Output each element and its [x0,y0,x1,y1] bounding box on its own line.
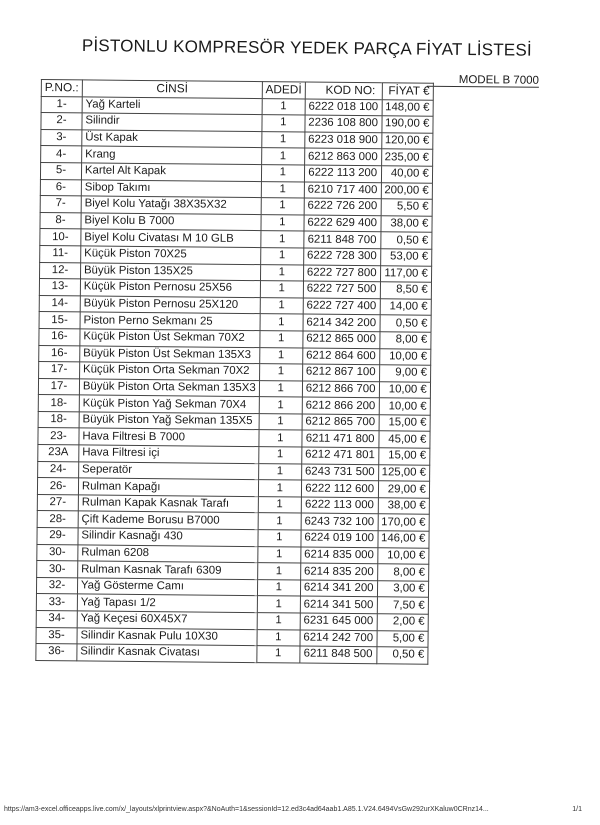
cell-qty: 1 [259,364,302,381]
header-qty: ADEDİ [262,82,305,99]
cell-pno: 5- [40,162,81,179]
cell-code: 6212 865 000 [303,331,380,348]
cell-qty: 1 [260,331,303,348]
cell-pno: 18- [38,395,79,412]
cell-code: 6212 471 801 [302,447,379,464]
cell-name: Büyük Piston Orta Sekman 135X3 [79,379,259,397]
cell-pno: 32- [36,577,77,594]
header-pno: P.NO.: [41,80,82,97]
cell-code: 6214 242 700 [300,630,377,647]
cell-pno: 1- [41,96,82,113]
cell-qty: 1 [257,579,300,596]
cell-qty: 1 [259,380,302,397]
cell-price: 38,00 € [380,216,432,233]
cell-name: Silindir Kasnak Civatası [77,644,257,662]
cell-code: 6222 113 000 [301,497,378,514]
cell-pno: 14- [39,295,80,312]
cell-qty: 1 [258,496,301,513]
cell-qty: 1 [258,546,301,563]
cell-code: 6212 865 700 [302,414,379,431]
cell-qty: 1 [261,181,304,198]
cell-price: 235,00 € [381,149,433,166]
cell-name: Rulman 6208 [78,545,258,563]
cell-pno: 12- [40,262,81,279]
cell-price: 2,00 € [377,614,429,631]
cell-price: 190,00 € [381,116,433,133]
cell-code: 6212 866 200 [302,397,379,414]
cell-price: 5,00 € [376,630,428,647]
cell-qty: 1 [261,214,304,231]
cell-name: Rulman Kapak Kasnak Tarafı [78,495,258,513]
cell-qty: 1 [262,98,305,115]
cell-code: 6212 864 600 [303,348,380,365]
cell-pno: 27- [37,494,78,511]
table-row [36,644,428,664]
cell-code: 6211 848 700 [304,231,381,248]
cell-price: 0,50 € [380,315,432,332]
cell-price: 10,00 € [379,348,431,365]
cell-price: 14,00 € [380,298,432,315]
cell-price: 45,00 € [378,431,430,448]
cell-pno: 34- [36,610,77,627]
cell-pno: 11- [40,245,81,262]
cell-pno: 7- [40,196,81,213]
header-price: FİYAT € [382,83,434,100]
cell-qty: 1 [260,314,303,331]
cell-code: 6211 471 800 [302,430,379,447]
cell-name: Hava Filtresi B 7000 [79,428,259,446]
cell-price: 0,50 € [380,232,432,249]
cell-name: Kartel Alt Kapak [81,163,261,181]
cell-code: 2236 108 800 [305,115,382,132]
cell-name: Küçük Piston Pernosu 25X56 [80,279,260,297]
cell-pno: 13- [39,279,80,296]
cell-name: Rulman Kasnak Tarafı 6309 [78,561,258,579]
cell-price: 3,00 € [377,581,429,598]
cell-pno: 36- [36,644,77,661]
header-code: KOD NO: [305,82,382,99]
cell-code: 6223 018 900 [305,132,382,149]
cell-price: 170,00 € [378,514,430,531]
cell-name: Büyük Piston Pernosu 25X120 [80,296,260,314]
cell-pno: 23- [38,428,79,445]
cell-qty: 1 [260,281,303,298]
cell-qty: 1 [259,413,302,430]
cell-pno: 17- [39,362,80,379]
cell-pno: 6- [40,179,81,196]
cell-code: 6224 019 100 [301,530,378,547]
cell-price: 10,00 € [379,381,431,398]
cell-name: Küçük Piston Üst Sekman 70X2 [80,329,260,347]
cell-code: 6214 341 200 [300,580,377,597]
cell-name: Küçük Piston 70X25 [81,246,261,264]
cell-name: Biyel Kolu Yatağı 38X35X32 [81,196,261,214]
cell-qty: 1 [258,463,301,480]
cell-price: 15,00 € [378,448,430,465]
cell-pno: 10- [40,229,81,246]
cell-code: 6222 727 400 [303,298,380,315]
cell-pno: 16- [39,345,80,362]
cell-qty: 1 [258,447,301,464]
cell-name: Büyük Piston Üst Sekman 135X3 [80,345,260,363]
cell-pno: 29- [37,528,78,545]
cell-pno: 24- [38,461,79,478]
cell-price: 200,00 € [381,182,433,199]
cell-name: Yağ Tapası 1/2 [77,594,257,612]
cell-code: 6222 727 500 [303,281,380,298]
cell-code: 6214 835 200 [300,563,377,580]
cell-code: 6212 863 000 [304,148,381,165]
cell-price: 146,00 € [377,531,429,548]
cell-name: Büyük Piston 135X25 [80,262,260,280]
cell-price: 8,50 € [380,282,432,299]
cell-name: Krang [82,146,262,164]
cell-price: 148,00 € [382,99,434,116]
cell-qty: 1 [262,115,305,132]
footer-page-number: 1/1 [572,806,582,813]
cell-name: Küçük Piston Orta Sekman 70X2 [79,362,259,380]
cell-name: Büyük Piston Yağ Sekman 135X5 [79,412,259,430]
cell-qty: 1 [258,480,301,497]
cell-code: 6212 867 100 [302,364,379,381]
cell-code: 6222 112 600 [301,480,378,497]
cell-name: Yağ Gösterme Camı [77,578,257,596]
cell-pno: 16- [39,328,80,345]
cell-pno: 8- [40,212,81,229]
cell-pno: 2- [41,113,82,130]
table-body [36,96,433,664]
cell-qty: 1 [260,297,303,314]
cell-name: Silindir Kasnağı 430 [78,528,258,546]
cell-pno: 4- [41,146,82,163]
cell-qty: 1 [261,148,304,165]
cell-code: 6211 848 500 [300,646,377,663]
cell-qty: 1 [257,563,300,580]
cell-pno: 30- [37,544,78,561]
cell-qty: 1 [259,430,302,447]
cell-pno: 35- [36,627,77,644]
cell-name: Rulman Kapağı [78,478,258,496]
cell-pno: 30- [37,561,78,578]
cell-qty: 1 [259,347,302,364]
footer-url: https://am3-excel.officeapps.live.com/x/_layouts/xlprintview.aspx?&NoAuth=1&sessionId=12.ed3c4ad64aab1.A85.1.V24.6494VsGw292urXKaluw0CRnz14... [4,806,489,813]
cell-name: Hava Filtresi içi [79,445,259,463]
cell-code: 6243 731 500 [301,464,378,481]
cell-code: 6214 835 000 [301,547,378,564]
cell-pno: 18- [38,411,79,428]
cell-code: 6212 866 700 [302,381,379,398]
cell-name: Seperatör [78,462,258,480]
cell-qty: 1 [258,530,301,547]
cell-qty: 1 [259,397,302,414]
cell-code: 6222 728 300 [303,248,380,265]
cell-price: 53,00 € [380,249,432,266]
cell-price: 117,00 € [380,265,432,282]
cell-code: 6222 113 200 [304,165,381,182]
cell-price: 9,00 € [379,365,431,382]
cell-pno: 15- [39,312,80,329]
cell-code: 6210 717 400 [304,182,381,199]
cell-code: 6214 341 500 [300,596,377,613]
cell-qty: 1 [262,131,305,148]
cell-price: 29,00 € [378,481,430,498]
cell-code: 6231 645 000 [300,613,377,630]
cell-name: Çift Kademe Borusu B7000 [78,511,258,529]
cell-name: Piston Perno Sekmanı 25 [80,312,260,330]
cell-price: 38,00 € [378,498,430,515]
cell-qty: 1 [258,513,301,530]
cell-pno: 28- [37,511,78,528]
cell-price: 10,00 € [377,547,429,564]
cell-code: 6222 726 200 [304,198,381,215]
cell-pno: 23A [38,445,79,462]
cell-price: 0,50 € [376,647,428,664]
cell-code: 6243 732 100 [301,513,378,530]
cell-name: Küçük Piston Yağ Sekman 70X4 [79,395,259,413]
cell-price: 10,00 € [379,398,431,415]
cell-name: Biyel Kolu B 7000 [81,213,261,231]
header-name: CİNSİ [82,80,262,98]
cell-name: Üst Kapak [82,130,262,148]
cell-price: 125,00 € [378,464,430,481]
cell-qty: 1 [260,248,303,265]
cell-qty: 1 [257,613,300,630]
cell-name: Silindir [82,113,262,131]
cell-name: Sibop Takımı [81,179,261,197]
cell-pno: 26- [37,478,78,495]
cell-price: 15,00 € [379,415,431,432]
cell-qty: 1 [260,264,303,281]
cell-code: 6222 018 100 [305,99,382,116]
model-label: MODEL B 7000 [427,74,539,88]
price-table [35,79,433,665]
cell-price: 7,50 € [377,597,429,614]
cell-qty: 1 [261,198,304,215]
cell-price: 120,00 € [381,133,433,150]
cell-price: 8,00 € [379,332,431,349]
cell-code: 6222 629 400 [304,215,381,232]
cell-pno: 33- [36,594,77,611]
cell-price: 8,00 € [377,564,429,581]
cell-name: Yağ Keçesi 60X45X7 [77,611,257,629]
document-title: PİSTONLU KOMPRESÖR YEDEK PARÇA FİYAT LİSTESİ [81,36,532,60]
cell-qty: 1 [261,165,304,182]
cell-price: 40,00 € [381,166,433,183]
cell-qty: 1 [261,231,304,248]
cell-qty: 1 [257,596,300,613]
cell-pno: 17- [38,378,79,395]
cell-pno: 3- [41,129,82,146]
cell-qty: 1 [257,646,300,663]
cell-name: Biyel Kolu Civatası M 10 GLB [81,229,261,247]
cell-code: 6214 342 200 [303,314,380,331]
cell-qty: 1 [257,629,300,646]
cell-name: Silindir Kasnak Pulu 10X30 [77,627,257,645]
cell-code: 6222 727 800 [303,265,380,282]
cell-name: Yağ Karteli [82,96,262,114]
cell-price: 5,50 € [381,199,433,216]
